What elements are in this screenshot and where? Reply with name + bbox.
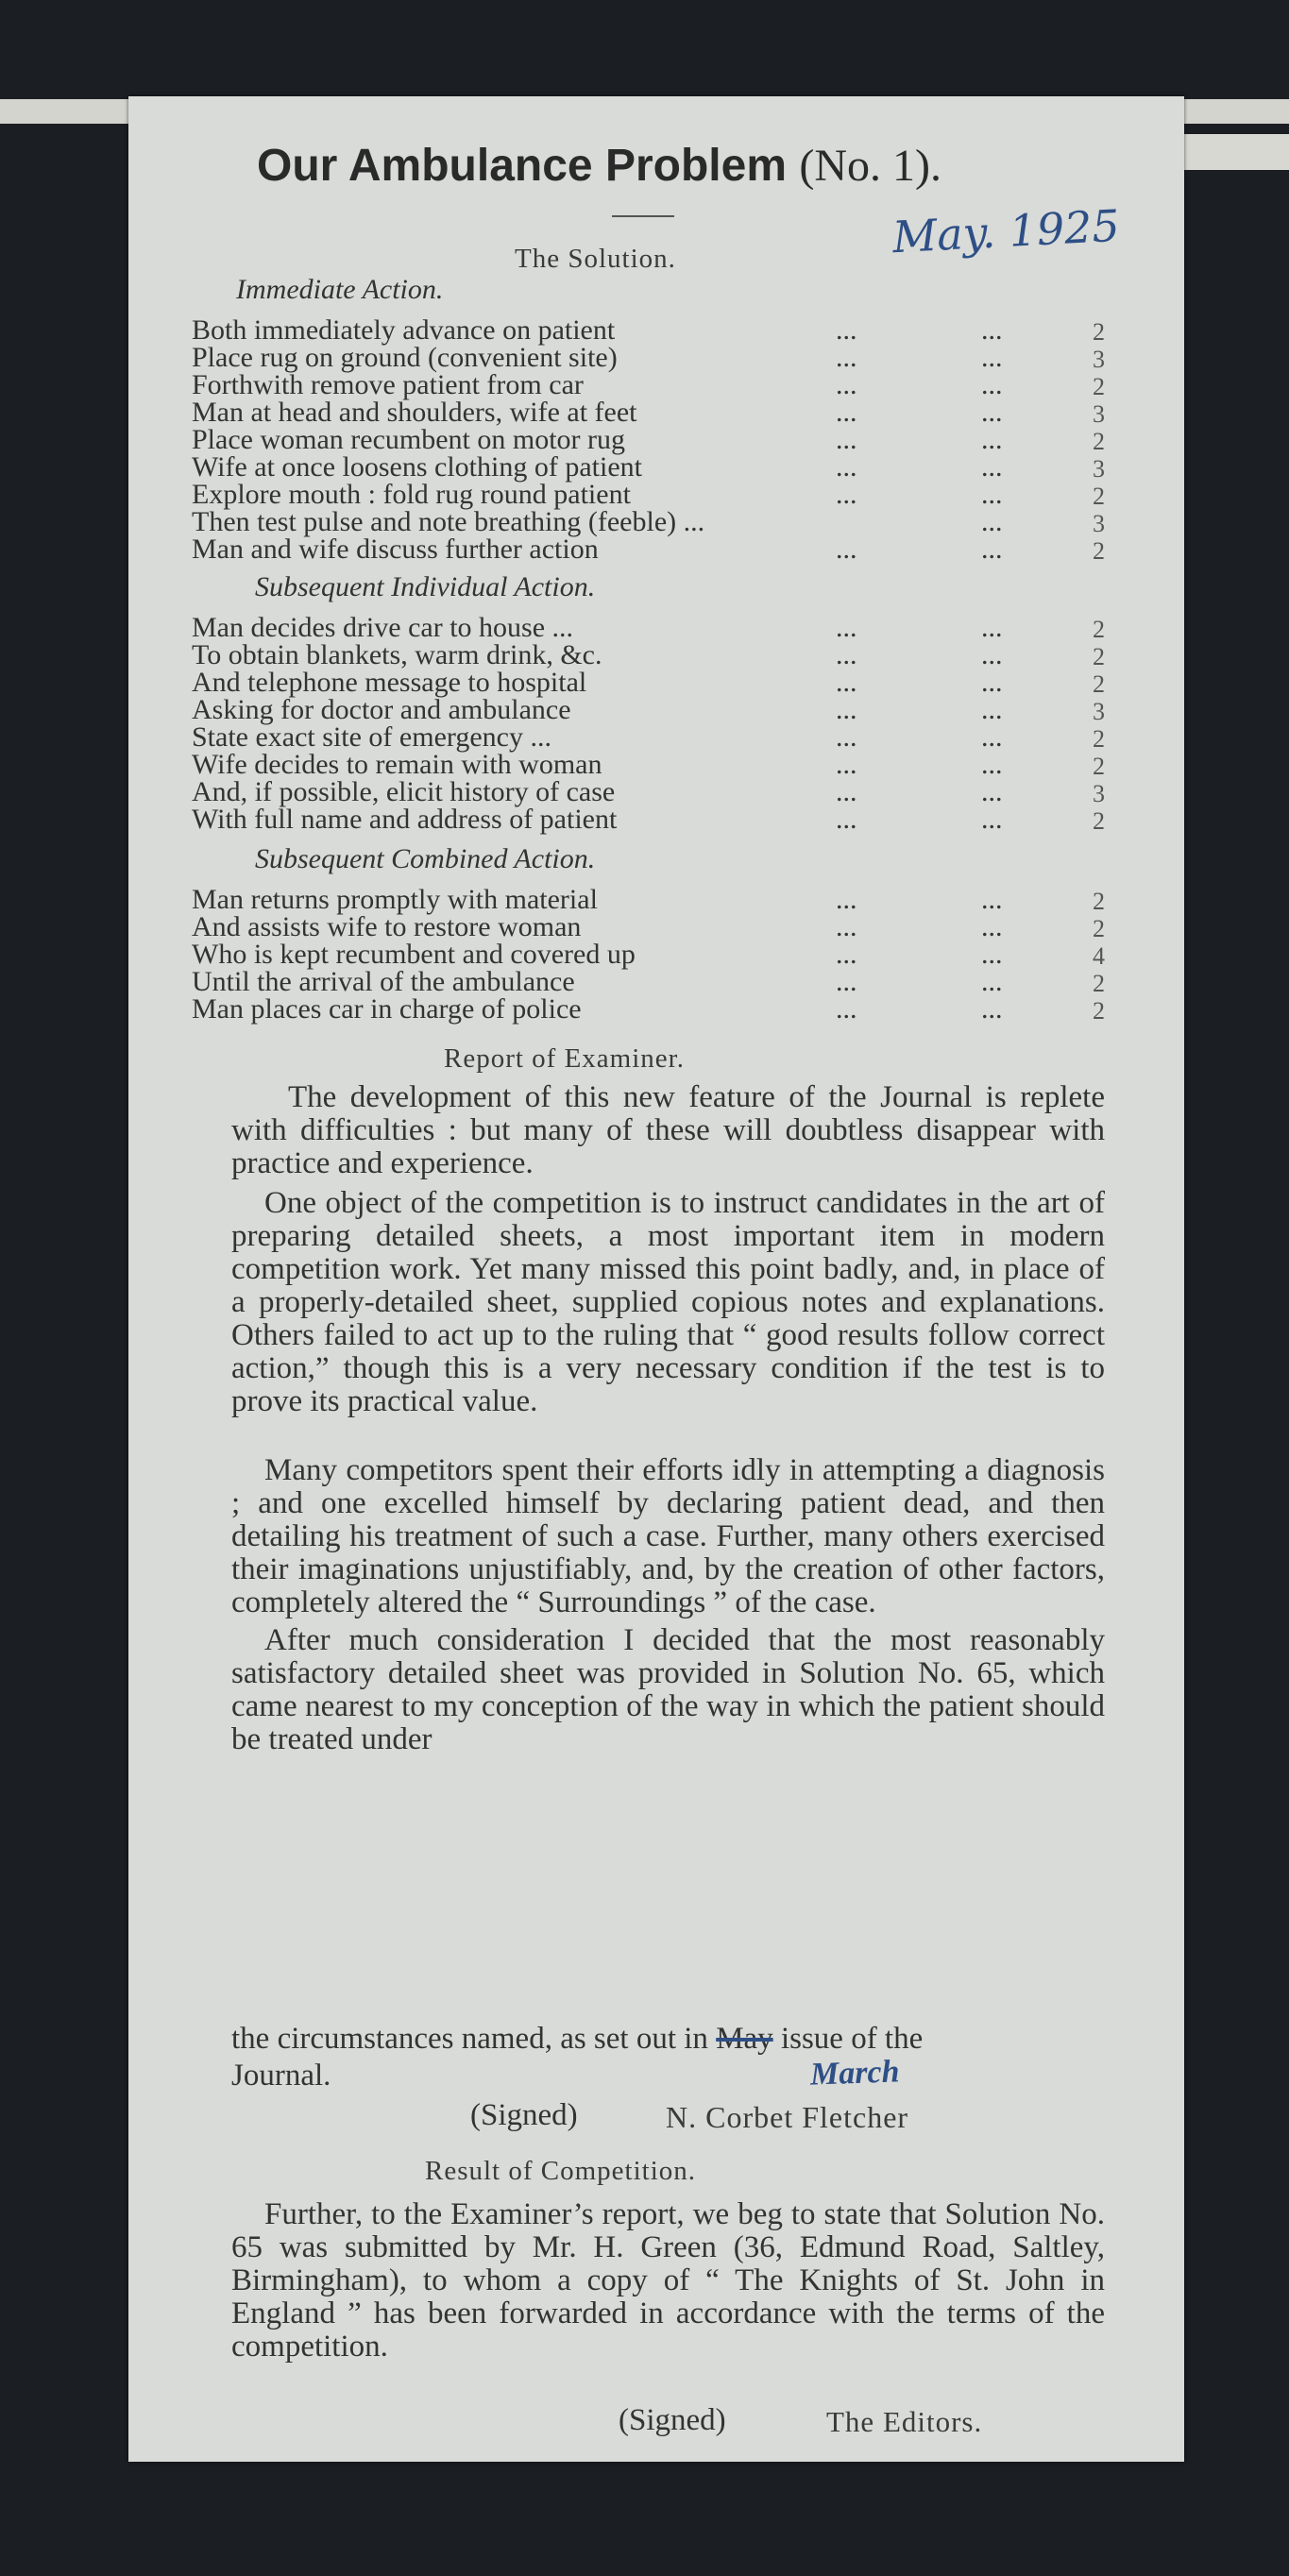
- title-number: (No. 1).: [799, 141, 941, 191]
- result-heading: Result of Competition.: [425, 2156, 697, 2186]
- examiner-signature: N. Corbet Fletcher: [666, 2100, 909, 2134]
- list-item: Man decides drive car to house ... ... ... 2: [192, 612, 1105, 643]
- list-item: Wife at once loosens clothing of patient ... ... 3: [192, 451, 1105, 483]
- report-heading: Report of Examiner.: [444, 1043, 685, 1074]
- list-item: And telephone message to hospital ... ... 2: [192, 667, 1105, 698]
- list-item: Man places car in charge of police ... ... 2: [192, 993, 1105, 1025]
- report-end-word: Journal.: [231, 2059, 331, 2093]
- list-item: Wife decides to remain with woman ... ... 2: [192, 749, 1105, 780]
- struck-word: May: [716, 2022, 773, 2056]
- report-closing-text-after: issue of the: [780, 2022, 924, 2056]
- list-item: Asking for doctor and ambulance ... ... 3: [192, 694, 1105, 725]
- handwritten-date: May. 1925: [890, 199, 1121, 263]
- list-item: Who is kept recumbent and covered up ... ... 4: [192, 939, 1105, 970]
- report-paragraph: The development of this new feature of the Journal is replete with difficulties : but many of these will doubtless disappear with practice and experience.: [231, 1080, 1105, 1180]
- list-item: Man and wife discuss further action ... ... 2: [192, 534, 1105, 565]
- report-closing-line: [231, 2022, 923, 2057]
- list-item: State exact site of emergency ... ... ... 2: [192, 721, 1105, 753]
- result-paragraph: Further, to the Examiner’s report, we beg to state that Solution No. 65 was submitted by Mr. H. Green (36, Edmund Road, Saltley, Birmingham), to whom a copy of “ The Knights of St. John in England ” has been forwarded in accordance with the terms of the competition.: [231, 2197, 1105, 2364]
- list-item: Explore mouth : fold rug round patient ... ... 2: [192, 479, 1105, 510]
- list-item: To obtain blankets, warm drink, &c. ... ... 2: [192, 639, 1105, 670]
- report-closing-text: the circumstances named, as set out in: [231, 2022, 708, 2056]
- solution-heading: The Solution.: [515, 244, 676, 274]
- report-paragraph: One object of the competition is to instruct candidates in the art of preparing detailed sheets, a most important item in modern competition work. Yet many missed this point badly, and, in place of a properly-detailed sheet, supplied copious notes and explanations. Others failed to act up to the ruling that “ good results follow correct action,” though this is a very necessary condition if the test is to prove its practical value.: [231, 1186, 1105, 1418]
- editors-signed-label: (Signed): [619, 2403, 726, 2437]
- list-item: And, if possible, elicit history of case ... ... 3: [192, 776, 1105, 807]
- list-item: Man returns promptly with material ... ... 2: [192, 884, 1105, 915]
- examiner-signed-label: (Signed): [470, 2098, 578, 2132]
- section-heading-combined: Subsequent Combined Action.: [255, 843, 596, 874]
- section-heading-immediate: Immediate Action.: [236, 274, 444, 305]
- list-item: With full name and address of patient ... ... 2: [192, 804, 1105, 835]
- list-item: Place rug on ground (convenient site) ... ... 3: [192, 342, 1105, 373]
- list-item: Place woman recumbent on motor rug ... ... 2: [192, 424, 1105, 455]
- backing-strip-right: [1166, 134, 1289, 170]
- report-paragraph: After much consideration I decided that the most reasonably satisfactory detailed sheet was provided in Solution No. 65, which came nearest to my conception of the way in which the patient should be treated under: [231, 1623, 1105, 1756]
- editors-signature: The Editors.: [826, 2405, 983, 2438]
- list-item: Then test pulse and note breathing (feeble) ... ... 3: [192, 506, 1105, 537]
- handwritten-correction: March: [809, 2054, 901, 2093]
- list-item: Man at head and shoulders, wife at feet ... ... 3: [192, 397, 1105, 428]
- list-item: And assists wife to restore woman ... ... 2: [192, 911, 1105, 942]
- page-title: [257, 140, 941, 192]
- title-rule: [612, 215, 674, 217]
- section-heading-individual: Subsequent Individual Action.: [255, 571, 596, 602]
- list-item: Until the arrival of the ambulance ... ... 2: [192, 966, 1105, 997]
- list-item: Both immediately advance on patient ... ... 2: [192, 314, 1105, 346]
- title-text: Our Ambulance Problem: [257, 141, 787, 191]
- list-item: Forthwith remove patient from car ... ... 2: [192, 369, 1105, 400]
- report-paragraph: Many competitors spent their efforts idly in attempting a diagnosis ; and one excelled himself by declaring patient dead, and then detailing his treatment of such a case. Further, many others exercised their imaginations unjustifiably, and, by the creation of other factors, completely altered the “ Surroundings ” of the case.: [231, 1453, 1105, 1619]
